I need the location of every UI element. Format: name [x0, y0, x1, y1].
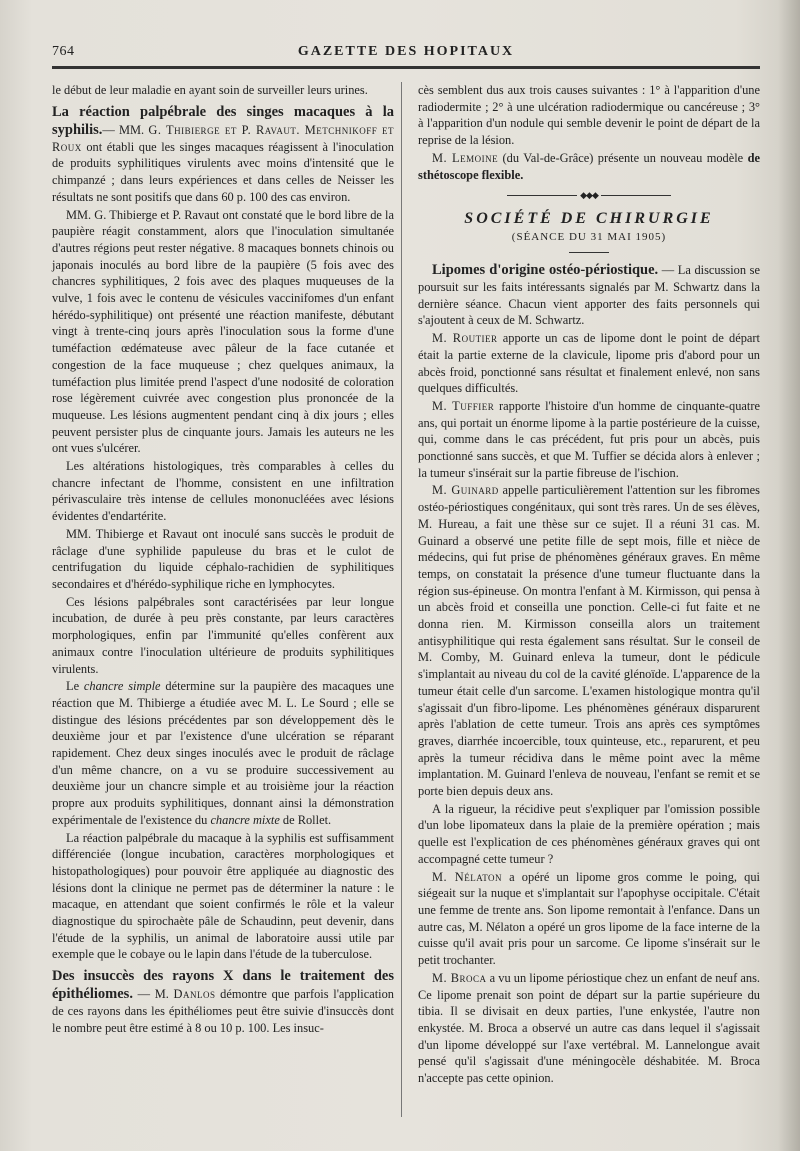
nelaton-text: a opéré un lipome gros comme le poing, qui siégeait sur la nuque et s'implantait sur l'apophyse occipitale. C'était une femme de trente ans. Son lipome remontait à l'enfance. Dans un autre cas, M. Nélaton a opéré un gros lipome de la face interne de la cuisse qu'il avait pris pour un sarcome. Ce lipome s'insérait sur le petit trochanter. [418, 869, 760, 968]
routier-name: M. Routier [432, 331, 498, 346]
syphilis-paragraph-3: Les altérations histologiques, très comparables à celles du chancre infectant de l'homme, consistent en une infiltration périvasculaire très intense de cellules mononucléées avec lésions évidentes d'endartérite. [52, 459, 394, 524]
syphilis-paragraph-2: MM. G. Thibierge et P. Ravaut ont constaté que le bord libre de la paupière réagit constamment, alors que l'inoculation simultanée d'autres régions peut rester négative. 8 macaques bonnets chinois ou japonais inoculés au bord libre de la paupière (5 fois avec des chancres syphilitiques, 2 fois avec des plaques muqueuses de la vulve, 1 fois avec le contenu de vésicules vaccinifomes d'un enfant hérédo-syphilitique) ont présenté une réaction manifeste, débutant vingt à trente-cinq jours après l'inoculation sous la forme d'une tuméfaction œdémateuse avec pâleur de la face cutanée et congestion de la face muqueuse ; chez quelques animaux, la tuméfaction plus limitée prend l'aspect d'une nodosité de coloration rose légèrement cuivrée avec congestion plus prononcée de la muqueuse. Les lésions augmentent pendant cinq à dix jours ; elles peuvent persister plus de cinquante jours. Jamais les auteurs ne les ont vues s'ulcérer. [52, 207, 394, 456]
nelaton-paragraph [418, 869, 760, 969]
p6-text: détermine sur la paupière des macaques une réaction que M. Thibierge a étudiée avec M. L. Le Sourd ; elle se distingue des lésions précédentes par son développement dès le deuxième jour et par l'existence d'une ulcération se réparant rapidement. Chez deux singes inoculés avec le produit de râclage d'un même chancre, on a vu se produire successivement au deuxième jour un chancre simple et au troisième jour la réaction propre aux produits syphilitiques, donnant ainsi la démonstration expérimentale de l'existence du [52, 679, 394, 827]
lemoine-text: (du Val-de-Grâce) présente un nouveau modèle [498, 150, 748, 165]
tuffier-name: M. Tuffier [432, 398, 495, 413]
page-header [52, 44, 760, 68]
rayons-x-text: démontre que parfois l'application de ces rayons dans les épithéliomes peut être suivie d'insuccès dont le nombre peut être estimé à 8 ou 10 p. 100. Les insuc- [52, 987, 394, 1035]
p6-italic-chancre-simple: chancre simple [83, 679, 161, 694]
right-column [418, 82, 760, 1088]
intro-paragraph: le début de leur maladie en ayant soin de surveiller leurs urines. [52, 83, 368, 97]
lemoine-paragraph [418, 150, 760, 183]
authors-lead: — MM. [102, 122, 149, 137]
authors: G. Thibierge et P. Ravaut. Metchnikoff et Roux [52, 122, 395, 154]
page-binding-shadow [778, 0, 800, 1151]
lipomes-intro-text: — La discussion se poursuit sur les faits intéressants signalés par M. Schwartz dans la dernière séance. Chacun vient apporter des faits personnels qui s'ajoutent à ceux de M. Schwartz. [418, 262, 760, 328]
page-number: 764 [52, 44, 75, 59]
syphilis-p1-text: ont établi que les singes macaques réagissent à l'inoculation de produits syphilitiques virulents avec moins d'intensité que le chimpanzé ; dans leurs expériences et dans celles de Neisser les résultats ne sont positifs que dans 60 p. 100 des cas environ. [52, 139, 394, 204]
section-ornament: ◆◆◆ [418, 187, 760, 204]
p6-italic-chancre-mixte: chancre mixte [210, 812, 280, 827]
routier-text: apporte un cas de lipome dont le point de départ était la partie externe de la clavicule, lipome pris d'abord pour un abcès froid, ponctionné sans résultat et finalement enlevé, non sans quelques difficultés. [418, 331, 760, 396]
lipomes-intro [418, 261, 760, 329]
short-rule [569, 252, 609, 253]
syphilis-paragraph-4: MM. Thibierge et Ravaut ont inoculé sans succès le produit de râclage d'une syphilide papuleuse du bras et le culot de centrifugation du liquide céphalo-rachidien de syphilitiques secondaires et d'hérédo-syphilique riche en lymphocytes. [52, 526, 394, 591]
broca-paragraph [418, 970, 760, 1087]
syphilis-paragraph-6 [52, 678, 394, 828]
rigueur-paragraph: A la rigueur, la récidive peut s'expliquer par l'omission possible d'un lobe lipomateux dans la plaie de la première opération ; mais quelle est l'explication de ces phénomènes généraux graves qui ont accompagné cette tumeur ? [418, 801, 760, 866]
routier-paragraph [418, 330, 760, 397]
lemoine-author: M. Lemoine [432, 150, 499, 165]
column-divider [401, 82, 402, 1117]
tuffier-text: rapporte l'histoire d'un homme de cinquante-quatre ans, qui portait un énorme lipome à la partie postérieure de la cuisse, qui, comme dans le cas précédent, fut pris pour un abcès, puis ponctionné sans succès, et que M. Tuffier se décida alors à enlever ; la tumeur s'insérait sur la partie fibreuse de l'ischion. [418, 398, 760, 480]
section-rayons-x [52, 967, 394, 1036]
broca-text: a vu un lipome périostique chez un enfant de neuf ans. Ce lipome prenait son point de départ sur la partie supérieure du tibia. Il se divisait en deux parties, l'une enkystée, l'autre non enkystée. M. Broca a observé un autre cas dans lequel il s'agissait d'un lipome développé sur l'axe vertébral. M. Lannelongue avait pensé qu'il s'agissait d'une méningocèle déshabitée. M. Broca n'accepte pas cette opinion. [418, 970, 760, 1086]
section-syphilis [52, 103, 394, 963]
syphilis-paragraph-7: La réaction palpébrale du macaque à la syphilis est suffisamment différenciée (longue incubation, caractères morphologiques et histopathologiques) pour pouvoir être appliquée au diagnostic des lésions dont la clinique ne permet pas de déterminer la nature : le macaque, en attendant que soient confirmés le rôle et la valeur diagnostique du spirochaète pâle de Schaudinn, peut devenir, dans l'étude de la syphilis, un animal de laboratoire aussi utile par exemple que le cobaye ou le lapin dans l'étude de la tuberculose. [52, 830, 394, 962]
lemoine-bold: de sthétoscope flexible. [418, 150, 760, 182]
running-title: GAZETTE DES HOPITAUX [297, 44, 515, 59]
nelaton-name: M. Nélaton [432, 869, 503, 884]
continuation-paragraph: cès semblent dus aux trois causes suivantes : 1° à l'apparition d'une radiodermite ; 2° à une ulcération radiodermique ou cancéreuse ; 3° à l'apparition d'un nodule qui semble devenir le point de départ de la reprise de la lésion. [418, 83, 760, 148]
guinard-text: appelle particulièrement l'attention sur les fibromes ostéo-périostiques congénitaux, qui sont très rares. Un de ses élèves, M. Hureau, a fait une thèse sur ce sujet. Il a réuni 31 cas. M. Guinard a observé une petite fille de sept mois, fille et nièce de médecins, qui fut prise de phénomènes généraux graves. En même temps, on constatait la présence d'une tumeur fluctuante dans la région sus-épineuse. On montra l'enfant à M. Kirmisson, qui pensa à un abcès froid et conseilla une ponction. Celle-ci fut faite et ne donna rien. M. Kirmisson conseilla alors un traitement antisyphilitique qui resta également sans résultat. Sur le conseil de M. Comby, M. Guinard enleva la tumeur, dont le pédicule s'implantait au niveau du col de la cavité glénoïde. L'apparence de la tumeur était celle d'un sarcome. L'examen histologique montra qu'il s'agissait d'un fibro-lipome. Les phénomènes généraux disparurent après l'ablation de cette tumeur. Trois ans après ces symptômes graves, diarrhée incoercible, toux quinteuse, etc., reparurent, et peu après la tumeur récidiva dans le même point avec la même implantation. M. Guinard l'enleva de nouveau, l'enfant se remit et se porte bien depuis deux ans. [418, 483, 760, 799]
p6-lead: Le [66, 679, 84, 694]
tuffier-paragraph [418, 398, 760, 482]
syphilis-paragraph-1 [52, 103, 394, 206]
left-column [52, 82, 394, 1038]
header-rule [52, 66, 760, 69]
session-date: (SÉANCE DU 31 MAI 1905) [511, 231, 667, 244]
section-title-lipomes: Lipomes d'origine ostéo-périostique. [432, 261, 659, 278]
broca-name: M. Broca [432, 970, 487, 985]
rayons-x-lead: — M. [132, 987, 174, 1002]
p6-end: de Rollet. [279, 812, 332, 827]
section-title-rayons-x: Des insuccès des rayons X dans le traitement des épithéliomes. [52, 968, 394, 1003]
guinard-name: M. Guinard [432, 483, 499, 498]
guinard-paragraph [418, 482, 760, 799]
society-title: SOCIÉTÉ DE CHIRURGIE [464, 209, 714, 227]
section-title-syphilis: La réaction palpébrale des singes macaques à la syphilis. [52, 103, 394, 138]
rayons-x-paragraph [52, 967, 394, 1036]
syphilis-paragraph-5: Ces lésions palpébrales sont caractérisées par leur longue incubation, de durée à peu près constante, par leurs caractères morphologiques, enfin par l'immunité qu'elles confèrent aux animaux contre l'inoculation ultérieure de produits syphilitiques virulents. [52, 594, 394, 676]
rayons-x-author: Danlos [173, 987, 216, 1002]
